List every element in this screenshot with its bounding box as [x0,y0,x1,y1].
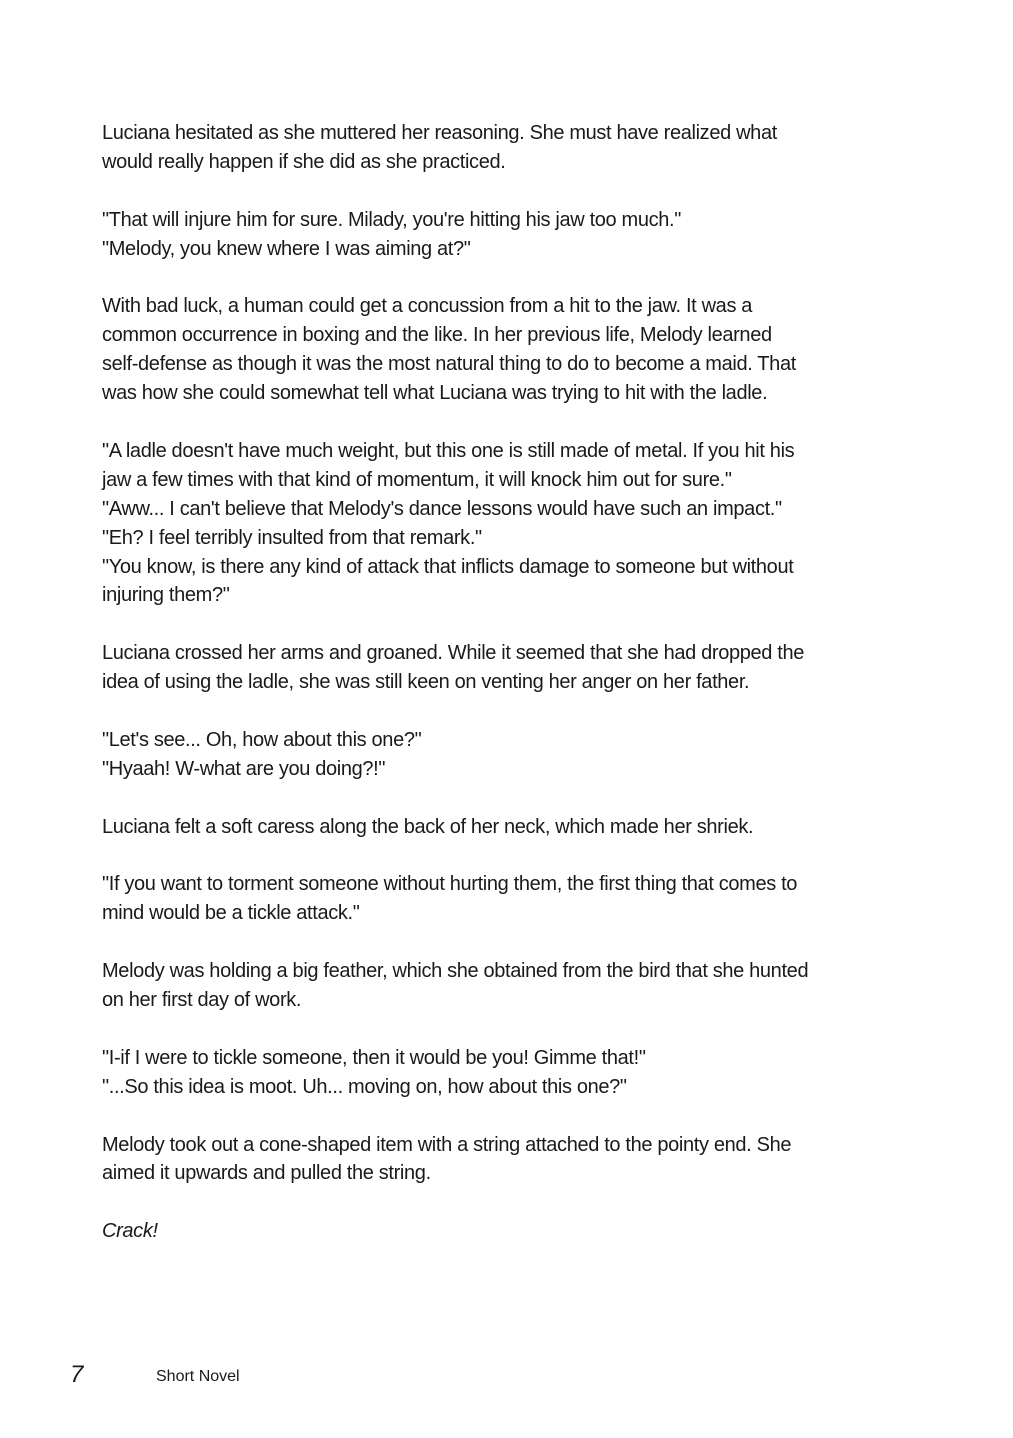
paragraph [102,119,902,177]
text-line: injuring them?" [102,584,230,607]
text-line: Crack! [102,1220,158,1243]
paragraph [102,1044,902,1102]
paragraph [102,726,902,784]
paragraph [102,957,902,1015]
text-line: "Hyaah! W-what are you doing?!" [102,757,386,780]
text-line: common occurrence in boxing and the like. In her previous life, Melody learned [102,324,772,347]
text-line: self-defense as though it was the most natural thing to do to become a maid. That [102,353,796,376]
text-line: "Melody, you knew where I was aiming at?" [102,237,471,260]
paragraph [102,1217,902,1246]
text-line: Luciana felt a soft caress along the back of her neck, which made her shriek. [102,815,754,838]
paragraph [102,292,902,408]
text-line: Melody was holding a big feather, which she obtained from the bird that she hunted [102,960,809,983]
text-line: mind would be a tickle attack." [102,902,360,925]
text-line: would really happen if she did as she practiced. [102,150,506,173]
text-line: "A ladle doesn't have much weight, but this one is still made of metal. If you hit his [102,439,795,462]
paragraph [102,813,902,842]
text-line: "If you want to torment someone without hurting them, the first thing that comes to [102,873,798,896]
paragraph [102,437,902,610]
text-line: was how she could somewhat tell what Luciana was trying to hit with the ladle. [102,382,768,405]
page-number: 7 [70,1361,84,1388]
text-line: "You know, is there any kind of attack that inflicts damage to someone but without [102,555,794,578]
text-line: jaw a few times with that kind of momentum, it will knock him out for sure." [102,468,732,491]
text-line: Luciana crossed her arms and groaned. While it seemed that she had dropped the [102,642,805,665]
text-line: "...So this idea is moot. Uh... moving on, how about this one?" [102,1075,627,1098]
paragraph [102,1131,902,1189]
text-line: With bad luck, a human could get a concussion from a hit to the jaw. It was a [102,295,753,318]
paragraph [102,206,902,264]
paragraph [102,639,902,697]
text-line: "I-if I were to tickle someone, then it would be you! Gimme that!" [102,1046,646,1069]
text-line: "Aww... I can't believe that Melody's dance lessons would have such an impact." [102,497,782,520]
text-line: on her first day of work. [102,989,302,1012]
text-line: "That will injure him for sure. Milady, you're hitting his jaw too much." [102,208,681,231]
text-line: aimed it upwards and pulled the string. [102,1162,431,1185]
text-line: Melody took out a cone-shaped item with a string attached to the pointy end. She [102,1133,792,1156]
page-body [102,119,902,1275]
text-line: idea of using the ladle, she was still keen on venting her anger on her father. [102,671,750,694]
book-title: Short Novel [156,1368,240,1385]
text-line: "Let's see... Oh, how about this one?" [102,728,422,751]
text-line: "Eh? I feel terribly insulted from that remark." [102,526,482,549]
paragraph [102,870,902,928]
text-line: Luciana hesitated as she muttered her reasoning. She must have realized what [102,122,777,144]
